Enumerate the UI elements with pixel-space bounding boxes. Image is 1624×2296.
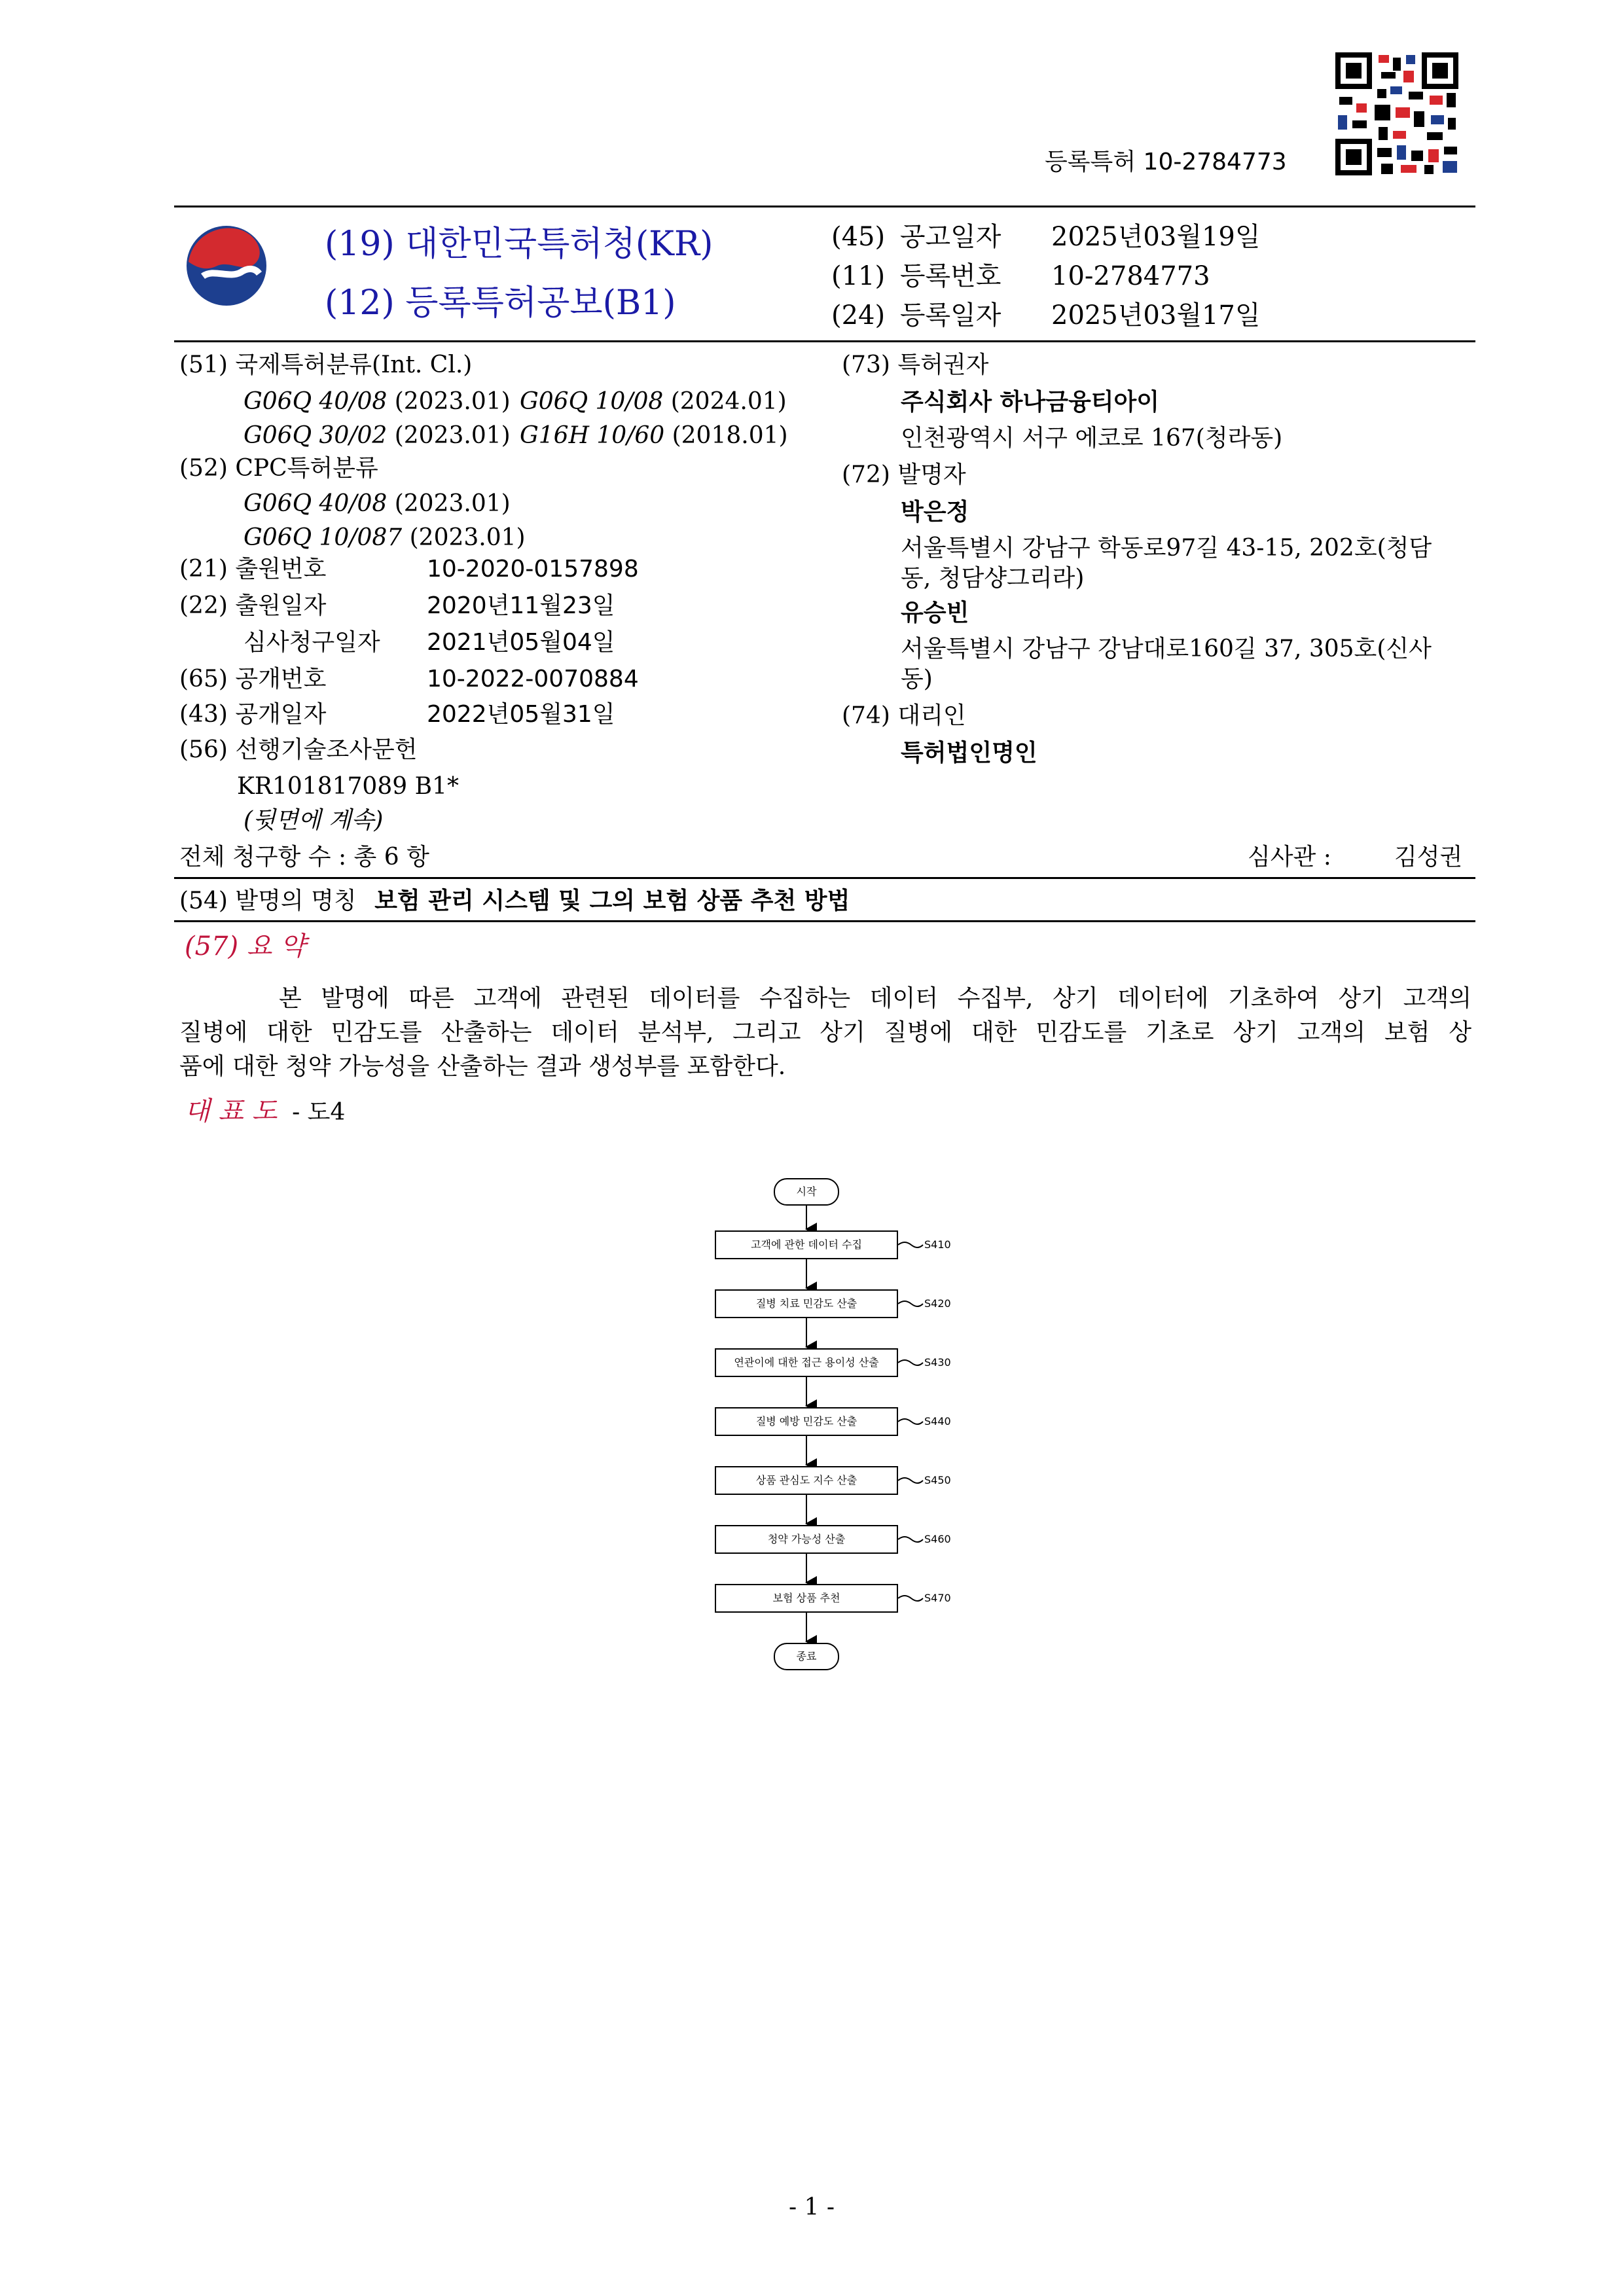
inventor-address: 동, 청담샹그리라) xyxy=(901,565,1085,592)
inventor-name: 박은정 xyxy=(901,498,969,526)
prior-art-title: (56) 선행기술조사문헌 xyxy=(179,736,418,763)
field-value: 10-2022-0070884 xyxy=(427,666,639,692)
flow-end: 종료 xyxy=(774,1643,839,1670)
cpc-code: G06Q 10/087 xyxy=(244,524,403,551)
agent-title: (74) 대리인 xyxy=(842,702,966,729)
field-value: 10-2020-0157898 xyxy=(427,556,639,583)
invention-title: 보험 관리 시스템 및 그의 보험 상품 추천 방법 xyxy=(374,887,850,914)
pub-label: 등록일자 xyxy=(899,300,1001,331)
flow-step-id: S440 xyxy=(924,1415,951,1427)
document-id: 등록특허 10-2784773 xyxy=(1045,149,1287,175)
ipc-code: G06Q 30/02 xyxy=(244,422,388,449)
pub-label: 공고일자 xyxy=(899,222,1001,252)
rep-figure-label: 대 표 도 xyxy=(185,1096,278,1126)
flow-step: 보험 상품 추천 xyxy=(715,1584,898,1613)
pub-code: (45) xyxy=(831,222,886,252)
ipc-year: (2024.01) xyxy=(670,388,787,415)
inventor-title: (72) 발명자 xyxy=(842,461,966,488)
flow-step: 질병 치료 민감도 산출 xyxy=(715,1289,898,1318)
page-number: - 1 - xyxy=(788,2194,835,2221)
flow-step-id: S430 xyxy=(924,1356,951,1369)
rep-figure-value: - 도4 xyxy=(292,1099,346,1126)
flow-step-id: S420 xyxy=(924,1297,951,1310)
flow-step-id: S470 xyxy=(924,1592,951,1604)
pub-value: 2025년03월17일 xyxy=(1051,300,1261,331)
cpc-code: G06Q 40/08 xyxy=(244,490,388,517)
pub-label: 등록번호 xyxy=(899,261,1001,291)
examiner-label: 심사관 : xyxy=(1248,844,1331,870)
kipo-logo-icon xyxy=(183,223,270,309)
title-label: (54) 발명의 명칭 xyxy=(179,888,357,914)
abstract-line: 본 발명에 따른 고객에 관련된 데이터를 수집하는 데이터 수집부, 상기 데이터에 기초하여 상기 고객의 xyxy=(279,985,1471,1012)
claims-rule xyxy=(174,877,1475,879)
top-rule xyxy=(174,206,1475,207)
cpc-year: (2023.01) xyxy=(409,524,526,551)
agent-name: 특허법인명인 xyxy=(901,739,1038,766)
abstract-line: 질병에 대한 민감도를 산출하는 데이터 분석부, 그리고 상기 질병에 대한 민감도를 기초로 상기 고객의 보험 상 xyxy=(179,1019,1471,1046)
qr-code xyxy=(1335,52,1458,175)
inventor-name: 유승빈 xyxy=(901,599,969,626)
prior-art-ref: KR101817089 B1* xyxy=(237,773,459,800)
pub-value: 10-2784773 xyxy=(1051,261,1210,291)
ipc-year: (2018.01) xyxy=(672,422,788,449)
pub-code: (11) xyxy=(831,261,886,291)
cpc-year: (2023.01) xyxy=(394,490,511,517)
pub-code: (24) xyxy=(831,300,886,331)
field-label: (43) 공개일자 xyxy=(179,701,327,728)
field-value: 2022년05월31일 xyxy=(427,701,615,728)
cpc-title: (52) CPC특허분류 xyxy=(179,455,378,482)
header-rule xyxy=(174,340,1475,342)
pub-value: 2025년03월19일 xyxy=(1051,222,1261,252)
publication-type: (12) 등록특허공보(B1) xyxy=(325,283,676,323)
flow-start: 시작 xyxy=(774,1178,839,1206)
examiner-name: 김성권 xyxy=(1394,844,1463,870)
ipc-year: (2023.01) xyxy=(394,422,511,449)
flow-step-id: S450 xyxy=(924,1474,951,1486)
field-label: (65) 공개번호 xyxy=(179,666,327,692)
flow-step-id: S410 xyxy=(924,1238,951,1251)
flow-step: 질병 예방 민감도 산출 xyxy=(715,1407,898,1436)
ipc-code: G06Q 40/08 xyxy=(244,388,388,415)
abstract-heading: (57) 요 약 xyxy=(185,931,306,961)
claim-count: 전체 청구항 수 : 총 6 항 xyxy=(179,844,429,870)
field-label: (21) 출원번호 xyxy=(179,556,327,583)
field-value: 2020년11월23일 xyxy=(427,592,615,619)
flow-step: 상품 관심도 지수 산출 xyxy=(715,1466,898,1495)
holder-address: 인천광역시 서구 에코로 167(청라동) xyxy=(901,425,1283,452)
flow-step: 고객에 관한 데이터 수집 xyxy=(715,1230,898,1259)
inventor-address: 동) xyxy=(901,666,933,692)
field-value: 2021년05월04일 xyxy=(427,629,615,656)
flow-step: 연관이에 대한 접근 용이성 산출 xyxy=(715,1348,898,1377)
field-label: (22) 출원일자 xyxy=(179,592,327,619)
field-label: 심사청구일자 xyxy=(244,629,380,656)
flow-step: 청약 가능성 산출 xyxy=(715,1525,898,1554)
inventor-address: 서울특별시 강남구 강남대로160길 37, 305호(신사 xyxy=(901,636,1432,662)
title-rule xyxy=(174,920,1475,922)
ipc-code: G06Q 10/08 xyxy=(520,388,664,415)
office-name: (19) 대한민국특허청(KR) xyxy=(325,224,713,264)
abstract-line: 품에 대한 청약 가능성을 산출하는 결과 생성부를 포함한다. xyxy=(179,1053,786,1080)
ipc-year: (2023.01) xyxy=(394,388,511,415)
holder-title: (73) 특허권자 xyxy=(842,351,989,378)
continued-note: (뒷면에 계속) xyxy=(244,807,384,834)
ipc-title: (51) 국제특허분류(Int. Cl.) xyxy=(179,351,473,378)
flowchart xyxy=(655,1165,995,1689)
ipc-code: G16H 10/60 xyxy=(520,422,665,449)
inventor-address: 서울특별시 강남구 학동로97길 43-15, 202호(청담 xyxy=(901,535,1432,562)
holder-name: 주식회사 하나금융티아이 xyxy=(901,388,1160,416)
flow-step-id: S460 xyxy=(924,1533,951,1545)
